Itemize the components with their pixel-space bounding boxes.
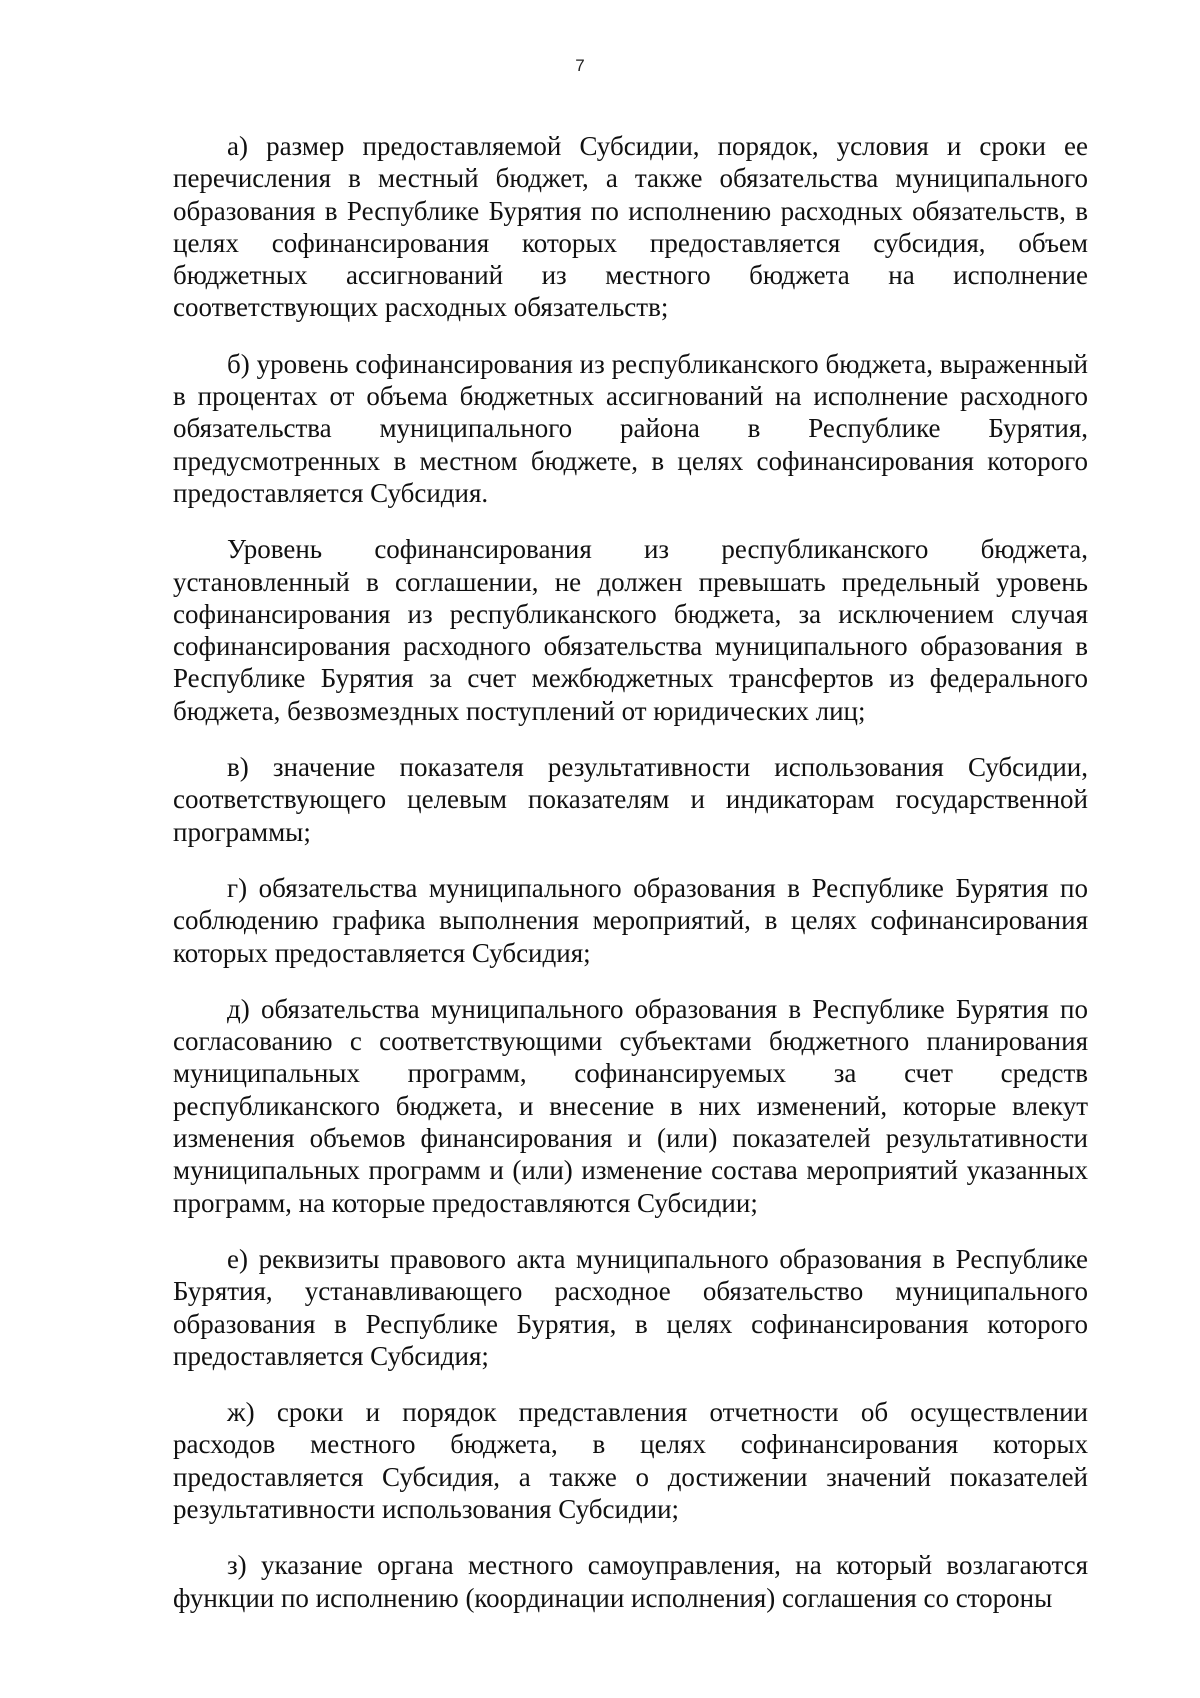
paragraph-z: з) указание органа местного самоуправления, на который возлагаются функции по исполнению (координации исполнения) соглашения со стороны xyxy=(173,1550,1088,1613)
paragraph-a: а) размер предоставляемой Субсидии, порядок, условия и сроки ее перечисления в местный бюджет, а также обязательства муниципального образования в Республике Бурятия по исполнению расходных обязательств, в целях софинансирования которых предоставляется субсидия, объем бюджетных ассигнований из местного бюджета на исполнение соответствующих расходных обязательств; xyxy=(173,131,1088,323)
paragraph-cofinancing-level: Уровень софинансирования из республиканского бюджета, установленный в соглашении, не должен превышать предельный уровень софинансирования из республиканского бюджета, за исключением случая софинансирования расходного обязательства муниципального образования в Республике Бурятия за счет межбюджетных трансфертов из федерального бюджета, безвозмездных поступлений от юридических лиц; xyxy=(173,534,1088,726)
paragraph-e: е) реквизиты правового акта муниципального образования в Республике Бурятия, устанавливающего расходное обязательство муниципального образования в Республике Бурятия, в целях софинансирования которого предоставляется Субсидия; xyxy=(173,1243,1088,1371)
paragraph-g: г) обязательства муниципального образования в Республике Бурятия по соблюдению графика выполнения мероприятий, в целях софинансирования которых предоставляется Субсидия; xyxy=(173,872,1088,968)
paragraph-v: в) значение показателя результативности использования Субсидии, соответствующего целевым показателям и индикаторам государственной программы; xyxy=(173,752,1088,847)
page-number: 7 xyxy=(575,56,585,75)
paragraph-zh: ж) сроки и порядок представления отчетности об осуществлении расходов местного бюджета, в целях софинансирования которых предоставляется Субсидия, а также о достижении значений показателей результативности использования Субсидии; xyxy=(173,1397,1088,1524)
document-body xyxy=(173,130,1088,1638)
paragraph-b: б) уровень софинансирования из республиканского бюджета, выраженный в процентах от объема бюджетных ассигнований на исполнение расходного обязательства муниципального района в Республике Бурятия, предусмотренных в местном бюджете, в целях софинансирования которого предоставляется Субсидия. xyxy=(173,348,1088,508)
paragraph-d: д) обязательства муниципального образования в Республике Бурятия по согласованию с соответствующими субъектами бюджетного планирования муниципальных программ, софинансируемых за счет средств республиканского бюджета, и внесение в них изменений, которые влекут изменения объемов финансирования и (или) показателей результативности муниципальных программ и (или) изменение состава мероприятий указанных программ, на которые предоставляются Субсидии; xyxy=(173,993,1088,1218)
